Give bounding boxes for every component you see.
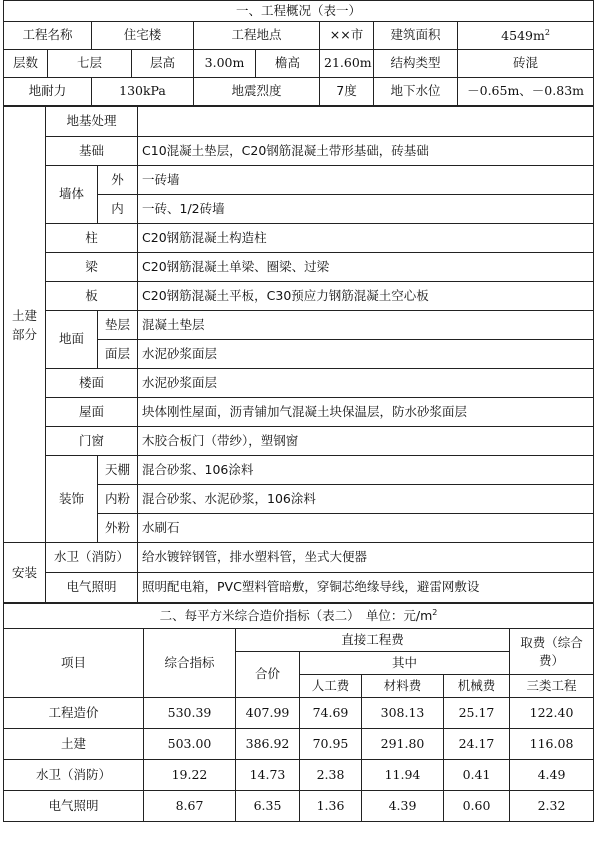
wall-label: 墙体 bbox=[46, 166, 98, 224]
ground-label: 地面 bbox=[46, 311, 98, 369]
foundation-label: 基础 bbox=[46, 137, 138, 166]
row-item: 土建 bbox=[4, 729, 144, 760]
floor-height-label: 层高 bbox=[132, 50, 194, 78]
eaves-height-label: 檐高 bbox=[256, 50, 320, 78]
groundwater-level-label: 地下水位 bbox=[374, 78, 458, 106]
wall-outer-label: 外 bbox=[98, 166, 138, 195]
exterior-plaster-value: 水刷石 bbox=[138, 514, 594, 543]
row-machine: 25.17 bbox=[444, 698, 510, 729]
column-value: C20钢筋混凝土构造柱 bbox=[138, 224, 594, 253]
electric-label: 电气照明 bbox=[46, 573, 138, 603]
header-item: 项目 bbox=[4, 629, 144, 698]
electric-value: 照明配电箱，PVC塑料管暗敷，穿铜芯绝缘导线，避雷网敷设 bbox=[138, 573, 594, 603]
table2-title: 二、每平方米综合造价指标（表二） 单位：元$/m^2$ bbox=[4, 604, 594, 629]
row-material: 308.13 bbox=[362, 698, 444, 729]
wall-inner-value: 一砖、1/2砖墙 bbox=[138, 195, 594, 224]
ceiling-value: 混合砂浆、106涂料 bbox=[138, 456, 594, 485]
structure-type-label: 结构类型 bbox=[374, 50, 458, 78]
floor-finish-value: 水泥砂浆面层 bbox=[138, 369, 594, 398]
plumbing-label: 水卫（消防） bbox=[46, 543, 138, 573]
floors-value: 七层 bbox=[48, 50, 132, 78]
header-total: 合价 bbox=[236, 652, 300, 698]
row-total: 386.92 bbox=[236, 729, 300, 760]
row-composite: 19.22 bbox=[144, 760, 236, 791]
row-labor: 1.36 bbox=[300, 791, 362, 822]
slab-label: 板 bbox=[46, 282, 138, 311]
plumbing-value: 给水镀锌钢管，排水塑料管，坐式大便器 bbox=[138, 543, 594, 573]
interior-plaster-value: 混合砂浆、水泥砂浆，106涂料 bbox=[138, 485, 594, 514]
table-row bbox=[4, 791, 594, 822]
header-material: 材料费 bbox=[362, 675, 444, 698]
doors-windows-label: 门窗 bbox=[46, 427, 138, 456]
civil-group-label: 土建部分 bbox=[4, 107, 46, 543]
document-page bbox=[3, 0, 593, 822]
row-total: 14.73 bbox=[236, 760, 300, 791]
row-machine: 24.17 bbox=[444, 729, 510, 760]
row-fee: 122.40 bbox=[510, 698, 594, 729]
header-fee-class: 三类工程 bbox=[510, 675, 594, 698]
row-labor: 2.38 bbox=[300, 760, 362, 791]
eaves-height-value: 21.60m bbox=[320, 50, 374, 78]
doors-windows-value: 木胶合板门（带纱），塑钢窗 bbox=[138, 427, 594, 456]
row-material: 4.39 bbox=[362, 791, 444, 822]
wall-inner-label: 内 bbox=[98, 195, 138, 224]
slab-value: C20钢筋混凝土平板，C30预应力钢筋混凝土空心板 bbox=[138, 282, 594, 311]
column-label: 柱 bbox=[46, 224, 138, 253]
row-total: 6.35 bbox=[236, 791, 300, 822]
building-area-value: $4549m^2$ bbox=[458, 22, 594, 50]
header-among: 其中 bbox=[300, 652, 510, 675]
header-direct-cost: 直接工程费 bbox=[236, 629, 510, 652]
row-composite: 8.67 bbox=[144, 791, 236, 822]
floor-height-value: 3.00m bbox=[194, 50, 256, 78]
foundation-value: C10混凝土垫层，C20钢筋混凝土带形基础，砖基础 bbox=[138, 137, 594, 166]
bearing-capacity-value: 130kPa bbox=[92, 78, 194, 106]
floors-label: 层数 bbox=[4, 50, 48, 78]
exterior-plaster-label: 外粉 bbox=[98, 514, 138, 543]
beam-label: 梁 bbox=[46, 253, 138, 282]
row-composite: 530.39 bbox=[144, 698, 236, 729]
interior-plaster-label: 内粉 bbox=[98, 485, 138, 514]
row-composite: 503.00 bbox=[144, 729, 236, 760]
project-name-value: 住宅楼 bbox=[92, 22, 194, 50]
cost-index-table bbox=[3, 603, 594, 822]
header-composite: 综合指标 bbox=[144, 629, 236, 698]
seismic-intensity-label: 地震烈度 bbox=[194, 78, 320, 106]
ground-cushion-value: 混凝土垫层 bbox=[138, 311, 594, 340]
project-name-label: 工程名称 bbox=[4, 22, 92, 50]
project-site-value: ××市 bbox=[320, 22, 374, 50]
ground-cushion-label: 垫层 bbox=[98, 311, 138, 340]
decoration-label: 装饰 bbox=[46, 456, 98, 543]
table1-title: 一、工程概况（表一） bbox=[4, 1, 594, 22]
row-total: 407.99 bbox=[236, 698, 300, 729]
header-machine: 机械费 bbox=[444, 675, 510, 698]
foundation-treatment-value bbox=[138, 107, 594, 137]
row-material: 291.80 bbox=[362, 729, 444, 760]
foundation-treatment-label: 地基处理 bbox=[46, 107, 138, 137]
row-fee: 4.49 bbox=[510, 760, 594, 791]
row-fee: 116.08 bbox=[510, 729, 594, 760]
structure-type-value: 砖混 bbox=[458, 50, 594, 78]
ground-surface-label: 面层 bbox=[98, 340, 138, 369]
beam-value: C20钢筋混凝土单梁、圈梁、过梁 bbox=[138, 253, 594, 282]
row-machine: 0.60 bbox=[444, 791, 510, 822]
row-fee: 2.32 bbox=[510, 791, 594, 822]
roof-value: 块体刚性屋面，沥青铺加气混凝土块保温层，防水砂浆面层 bbox=[138, 398, 594, 427]
groundwater-level-value: －0.65m、－0.83m bbox=[458, 78, 594, 106]
building-area-label: 建筑面积 bbox=[374, 22, 458, 50]
wall-outer-value: 一砖墙 bbox=[138, 166, 594, 195]
table-row bbox=[4, 729, 594, 760]
row-labor: 74.69 bbox=[300, 698, 362, 729]
civil-install-table bbox=[3, 106, 594, 603]
ceiling-label: 天棚 bbox=[98, 456, 138, 485]
bearing-capacity-label: 地耐力 bbox=[4, 78, 92, 106]
row-machine: 0.41 bbox=[444, 760, 510, 791]
header-labor: 人工费 bbox=[300, 675, 362, 698]
roof-label: 屋面 bbox=[46, 398, 138, 427]
row-item: 工程造价 bbox=[4, 698, 144, 729]
overview-table bbox=[3, 0, 594, 106]
table-row bbox=[4, 760, 594, 791]
install-group-label: 安装 bbox=[4, 543, 46, 603]
project-site-label: 工程地点 bbox=[194, 22, 320, 50]
row-material: 11.94 bbox=[362, 760, 444, 791]
ground-surface-value: 水泥砂浆面层 bbox=[138, 340, 594, 369]
table-row bbox=[4, 698, 594, 729]
seismic-intensity-value: 7度 bbox=[320, 78, 374, 106]
floor-finish-label: 楼面 bbox=[46, 369, 138, 398]
row-item: 电气照明 bbox=[4, 791, 144, 822]
row-item: 水卫（消防） bbox=[4, 760, 144, 791]
header-fee: 取费（综合费） bbox=[510, 629, 594, 675]
row-labor: 70.95 bbox=[300, 729, 362, 760]
